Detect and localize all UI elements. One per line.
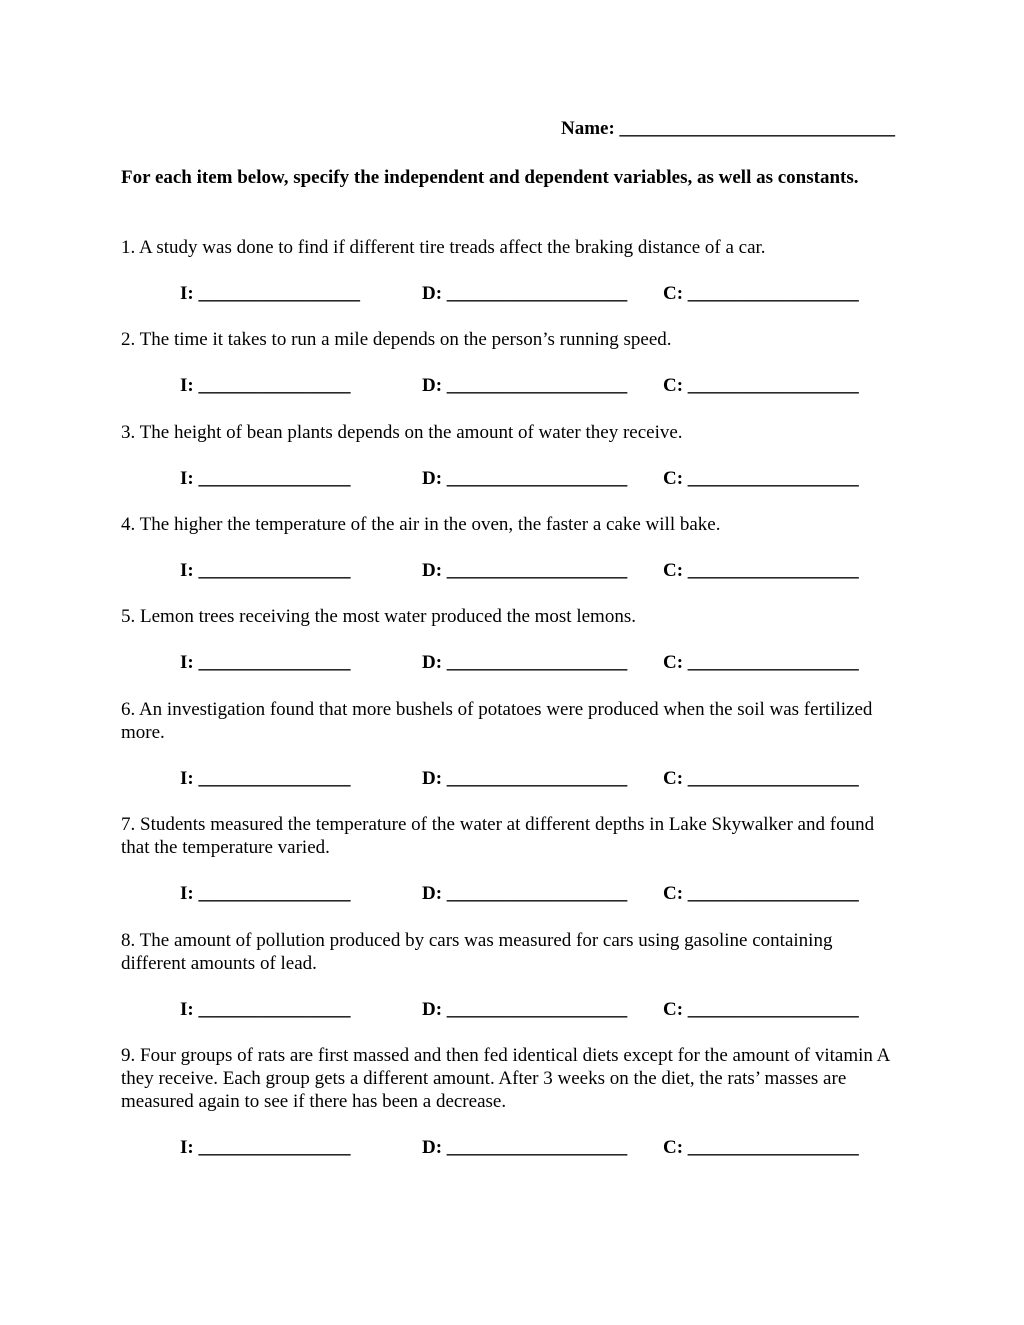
constants-blank[interactable]: C: __________________: [663, 1137, 859, 1158]
constants-blank[interactable]: C: __________________: [663, 375, 859, 396]
constants-blank[interactable]: C: __________________: [663, 883, 859, 904]
answer-row-7: [180, 883, 880, 907]
independent-variable-blank[interactable]: I: ________________: [180, 652, 351, 673]
question-1: 1. A study was done to find if different tire treads affect the braking distance of a car.: [121, 237, 766, 258]
dependent-variable-blank[interactable]: D: ___________________: [422, 468, 628, 489]
answer-row-9: [180, 1137, 880, 1161]
constants-blank[interactable]: C: __________________: [663, 560, 859, 581]
constants-blank[interactable]: C: __________________: [663, 283, 859, 304]
answer-row-8: [180, 999, 880, 1023]
question-6: 6. An investigation found that more bushels of potatoes were produced when the soil was fertilized more.: [121, 699, 873, 743]
dependent-variable-blank[interactable]: D: ___________________: [422, 999, 628, 1020]
dependent-variable-blank[interactable]: D: ___________________: [422, 560, 628, 581]
dependent-variable-blank[interactable]: D: ___________________: [422, 283, 628, 304]
constants-blank[interactable]: C: __________________: [663, 652, 859, 673]
constants-blank[interactable]: C: __________________: [663, 468, 859, 489]
independent-variable-blank[interactable]: I: ________________: [180, 375, 351, 396]
question-4: 4. The higher the temperature of the air in the oven, the faster a cake will bake.: [121, 514, 721, 535]
answer-row-3: [180, 468, 880, 492]
question-2: 2. The time it takes to run a mile depends on the person’s running speed.: [121, 329, 672, 350]
question-9: 9. Four groups of rats are first massed and then fed identical diets except for the amount of vitamin A they receive. Each group gets a different amount. After 3 weeks on the diet, the rats’ masses are measured again to see if there has been a decrease.: [121, 1045, 890, 1112]
dependent-variable-blank[interactable]: D: ___________________: [422, 883, 628, 904]
answer-row-6: [180, 768, 880, 792]
dependent-variable-blank[interactable]: D: ___________________: [422, 652, 628, 673]
answer-row-1: [180, 283, 880, 307]
independent-variable-blank[interactable]: I: ________________: [180, 768, 351, 789]
question-3: 3. The height of bean plants depends on the amount of water they receive.: [121, 422, 683, 443]
dependent-variable-blank[interactable]: D: ___________________: [422, 1137, 628, 1158]
question-8: 8. The amount of pollution produced by cars was measured for cars using gasoline containing different amounts of lead.: [121, 930, 833, 974]
answer-row-5: [180, 652, 880, 676]
constants-blank[interactable]: C: __________________: [663, 768, 859, 789]
instructions: For each item below, specify the independent and dependent variables, as well as constants.: [121, 167, 859, 188]
independent-variable-blank[interactable]: I: ________________: [180, 560, 351, 581]
question-7: 7. Students measured the temperature of the water at different depths in Lake Skywalker and found that the temperature varied.: [121, 814, 875, 858]
constants-blank[interactable]: C: __________________: [663, 999, 859, 1020]
name-field[interactable]: Name: _____________________________: [561, 118, 896, 139]
independent-variable-blank[interactable]: I: ________________: [180, 1137, 351, 1158]
answer-row-4: [180, 560, 880, 584]
independent-variable-blank[interactable]: I: ________________: [180, 883, 351, 904]
independent-variable-blank[interactable]: I: ________________: [180, 468, 351, 489]
dependent-variable-blank[interactable]: D: ___________________: [422, 768, 628, 789]
independent-variable-blank[interactable]: I: _________________: [180, 283, 360, 304]
answer-row-2: [180, 375, 880, 399]
independent-variable-blank[interactable]: I: ________________: [180, 999, 351, 1020]
question-5: 5. Lemon trees receiving the most water produced the most lemons.: [121, 606, 636, 627]
dependent-variable-blank[interactable]: D: ___________________: [422, 375, 628, 396]
